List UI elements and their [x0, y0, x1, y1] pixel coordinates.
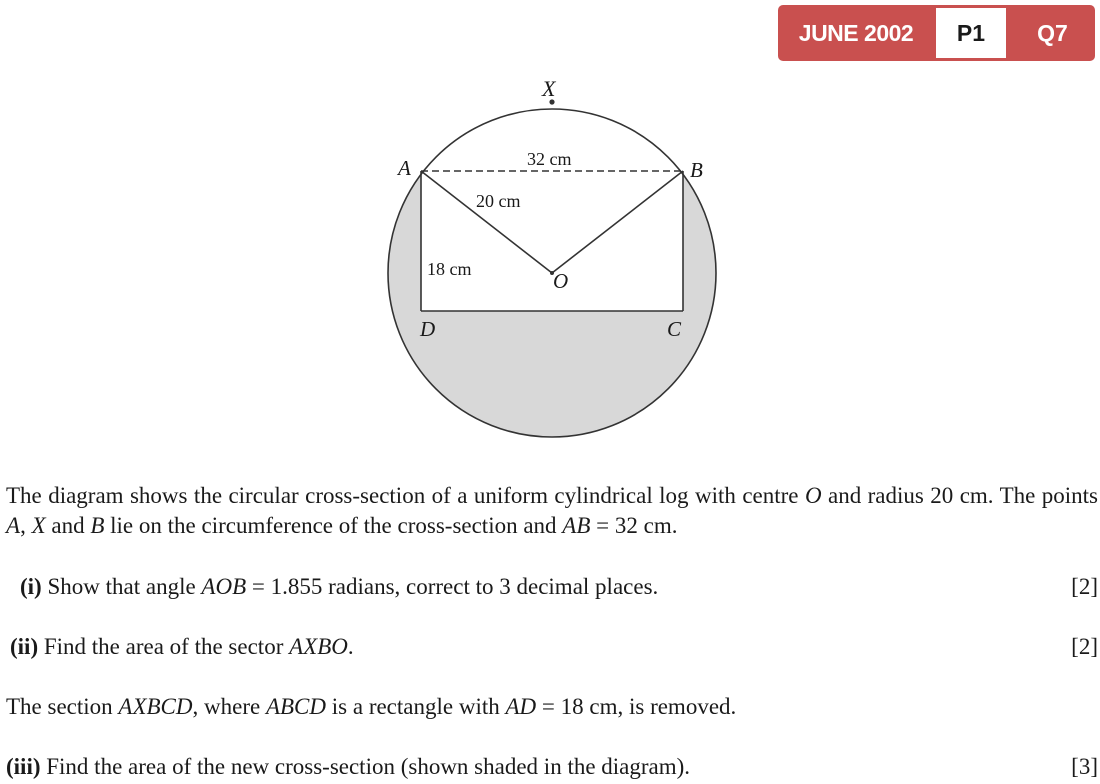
label-point-c: C — [667, 317, 682, 341]
label-point-b: B — [690, 158, 703, 182]
question-part-ii — [10, 632, 1098, 662]
marks-label: [2] — [1071, 574, 1098, 599]
intro-text-1: The diagram shows the circular cross-section of a uniform cylindrical log with centre — [6, 483, 805, 508]
label-length-ao: 20 cm — [476, 191, 521, 211]
part-label: (ii) — [10, 634, 39, 659]
exam-reference-badge — [778, 5, 1095, 61]
part-label: (iii) — [6, 754, 41, 779]
intro-and: and — [45, 513, 91, 538]
middle-var: ABCD — [265, 694, 327, 719]
intro-var-a: A — [6, 513, 21, 538]
intro-var-ab: AB — [562, 513, 591, 538]
intro-text-3: lie on the circumference of the cross-section and — [104, 513, 563, 538]
radius-ao — [421, 171, 552, 273]
intro-sep: , — [20, 513, 32, 538]
part-var: AOB — [201, 574, 247, 599]
paper-number-label: P1 — [936, 8, 1006, 58]
marks-label: [3] — [1071, 754, 1098, 779]
part-text: Find the area of the new cross-section (shown shaded in the diagram). — [40, 754, 691, 779]
label-length-ad: 18 cm — [427, 259, 472, 279]
radius-bo — [552, 171, 683, 273]
middle-text: = 18 cm, is removed. — [536, 694, 737, 719]
question-middle-statement — [6, 692, 1098, 722]
circle-diagram — [370, 65, 740, 465]
part-text: = 1.855 radians, correct to 3 decimal places. — [246, 574, 659, 599]
middle-text: , where — [192, 694, 266, 719]
question-part-iii — [6, 752, 1098, 782]
label-point-d: D — [420, 317, 436, 341]
label-point-x: X — [542, 76, 556, 101]
part-text: . — [347, 634, 354, 659]
middle-var: AD — [505, 694, 537, 719]
part-text: Find the area of the sector — [38, 634, 290, 659]
exam-date-label: JUNE 2002 — [798, 20, 914, 46]
middle-text: The section — [6, 694, 119, 719]
part-var: AXBO — [289, 634, 348, 659]
part-label: (i) — [20, 574, 42, 599]
middle-var: AXBCD — [118, 694, 193, 719]
label-length-ab: 32 cm — [527, 149, 572, 169]
question-part-i — [20, 572, 1098, 602]
label-point-a: A — [398, 156, 411, 180]
intro-var-b: B — [90, 513, 105, 538]
question-number-label: Q7 — [1037, 20, 1068, 46]
marks-label: [2] — [1071, 634, 1098, 659]
middle-text: is a rectangle with — [326, 694, 506, 719]
intro-var-x: X — [31, 513, 46, 538]
intro-text-end: = 32 cm. — [590, 513, 678, 538]
label-point-o: O — [553, 269, 569, 293]
intro-var-o: O — [804, 483, 822, 508]
part-text: Show that angle — [41, 574, 202, 599]
intro-text-2: and radius 20 cm. The points — [821, 483, 1099, 508]
question-intro — [6, 481, 1098, 541]
